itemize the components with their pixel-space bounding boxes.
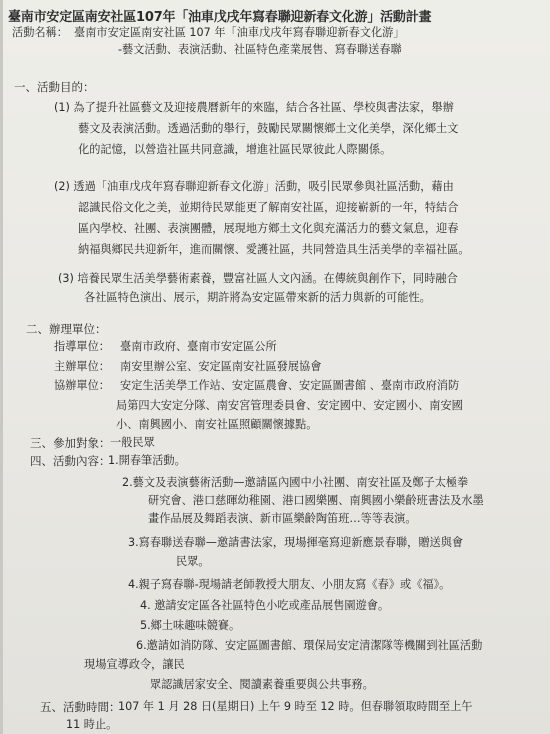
content-item-1: 1.開春筆活動。	[108, 454, 186, 467]
content-item-6-line-1: 6.邀請如消防隊、安定區圖書館、環保局安定清潔隊等機關到社區活動	[136, 639, 483, 652]
co-unit-line-2: 局第四大安定分隊、南安宮管理委員會、安定國中、安定國小、南安國	[116, 399, 463, 412]
content-item-6-line-3: 眾認識居家安全、閱讀素養重要與公共事務。	[150, 678, 374, 691]
content-item-4b: 4. 邀請安定區各社區特色小吃或產品展售園遊會。	[140, 599, 390, 612]
document-title: 臺南市安定區南安社區107年「油車戊戌年寫春聯迎新春文化游」活動計畫	[8, 10, 432, 25]
page-edge-shadow	[0, 0, 3, 734]
purpose-p2-line-2: 認識民俗文化之美，並期待民眾能更了解南安社區，迎接嶄新的一年，特結合	[78, 201, 459, 214]
time-line-1: 107 年 1 月 28 日(星期日) 上午 9 時至 12 時。但春聯領取時間至上午	[118, 700, 473, 713]
section-audience-heading: 三、參加對象：	[30, 436, 111, 450]
purpose-p1-line-1: (1) 為了提升社區藝文及迎接農曆新年的來臨，結合各社區、學校與書法家，舉辦	[54, 101, 454, 114]
co-unit-label: 協辦單位：	[54, 379, 110, 392]
content-item-6-line-2: 現場宣導政令，讓民	[84, 658, 185, 671]
activity-name-line-1: 臺南市安定區南安社區 107 年「油車戊戌年寫春聯迎新春文化游」	[74, 26, 405, 39]
guide-unit-value: 臺南市政府、臺南市安定區公所	[120, 340, 277, 353]
time-line-2: 11 時止。	[66, 718, 118, 731]
content-item-2-line-2: 研究會、港口慈暉幼稚園、港口國樂團、南興國小樂齡班書法及水墨	[148, 494, 484, 507]
content-item-3-line-2: 民眾。	[176, 555, 210, 568]
purpose-p2-line-3: 區內學校、社團、表演團體，展現地方鄉土文化與充滿活力的藝文氣息，迎春	[78, 222, 459, 235]
section-organizer-heading: 二、辦理單位：	[26, 322, 107, 336]
purpose-p3-line-1: (3) 培養民眾生活美學藝術素養，豐富社區人文內涵。在傳統與創作下，同時融合	[58, 272, 458, 285]
section-content-heading: 四、活動內容：	[30, 454, 111, 468]
host-unit-label: 主辦單位：	[54, 360, 110, 373]
co-unit-line-1: 安定生活美學工作站、安定區農會、安定區圖書館 、臺南市政府消防	[120, 379, 460, 392]
purpose-p1-line-2: 藝文及表演活動。透過活動的舉行，鼓勵民眾關懷鄉土文化美學，深化鄉土文	[78, 122, 459, 135]
section-purpose-heading: 一、活動目的：	[14, 80, 95, 94]
purpose-p2-line-1: (2) 透過「油車戊戌年寫春聯迎新春文化游」活動，吸引民眾參與社區活動，藉由	[54, 180, 454, 193]
content-item-5: 5.鄉土味趣味競賽。	[140, 619, 241, 632]
purpose-p3-line-2: 各社區特色演出、展示，期許將為安定區帶來新的活力與新的可能性。	[84, 291, 431, 304]
guide-unit-label: 指導單位：	[54, 340, 110, 353]
activity-name-label: 活動名稱：	[12, 26, 68, 39]
host-unit-value: 南安里辦公室、安定區南安社區發展協會	[120, 360, 322, 373]
co-unit-line-3: 小、南興國小、南安社區照顧關懷據點。	[116, 418, 318, 431]
content-item-2-line-3: 畫作品展及舞蹈表演、新市區樂齡陶笛班…等等表演。	[148, 512, 417, 525]
audience-value: 一般民眾	[110, 436, 155, 449]
purpose-p2-line-4: 納福與鄉民共迎新年，進而關懷、愛護社區，共同營造具生活美學的幸福社區。	[78, 243, 470, 256]
content-item-2-line-1: 2.藝文及表演藝術活動—邀請區內國中小社團、南安社區及鄭子太極拳	[122, 476, 469, 489]
purpose-p1-line-3: 化的記憶，以營造社區共同意識，增進社區民眾彼此人際關係。	[78, 143, 392, 156]
activity-name-line-2: -藝文活動、表演活動、社區特色產業展售、寫春聯送春聯	[118, 43, 402, 56]
content-item-3-line-1: 3.寫春聯送春聯—邀請書法家，現場揮毫寫迎新應景春聯，贈送與會	[128, 536, 464, 549]
section-time-heading: 五、活動時間：	[40, 700, 121, 714]
content-item-4a: 4.親子寫春聯-現場請老師教授大朋友、小朋友寫《春》或《福》。	[128, 578, 451, 591]
